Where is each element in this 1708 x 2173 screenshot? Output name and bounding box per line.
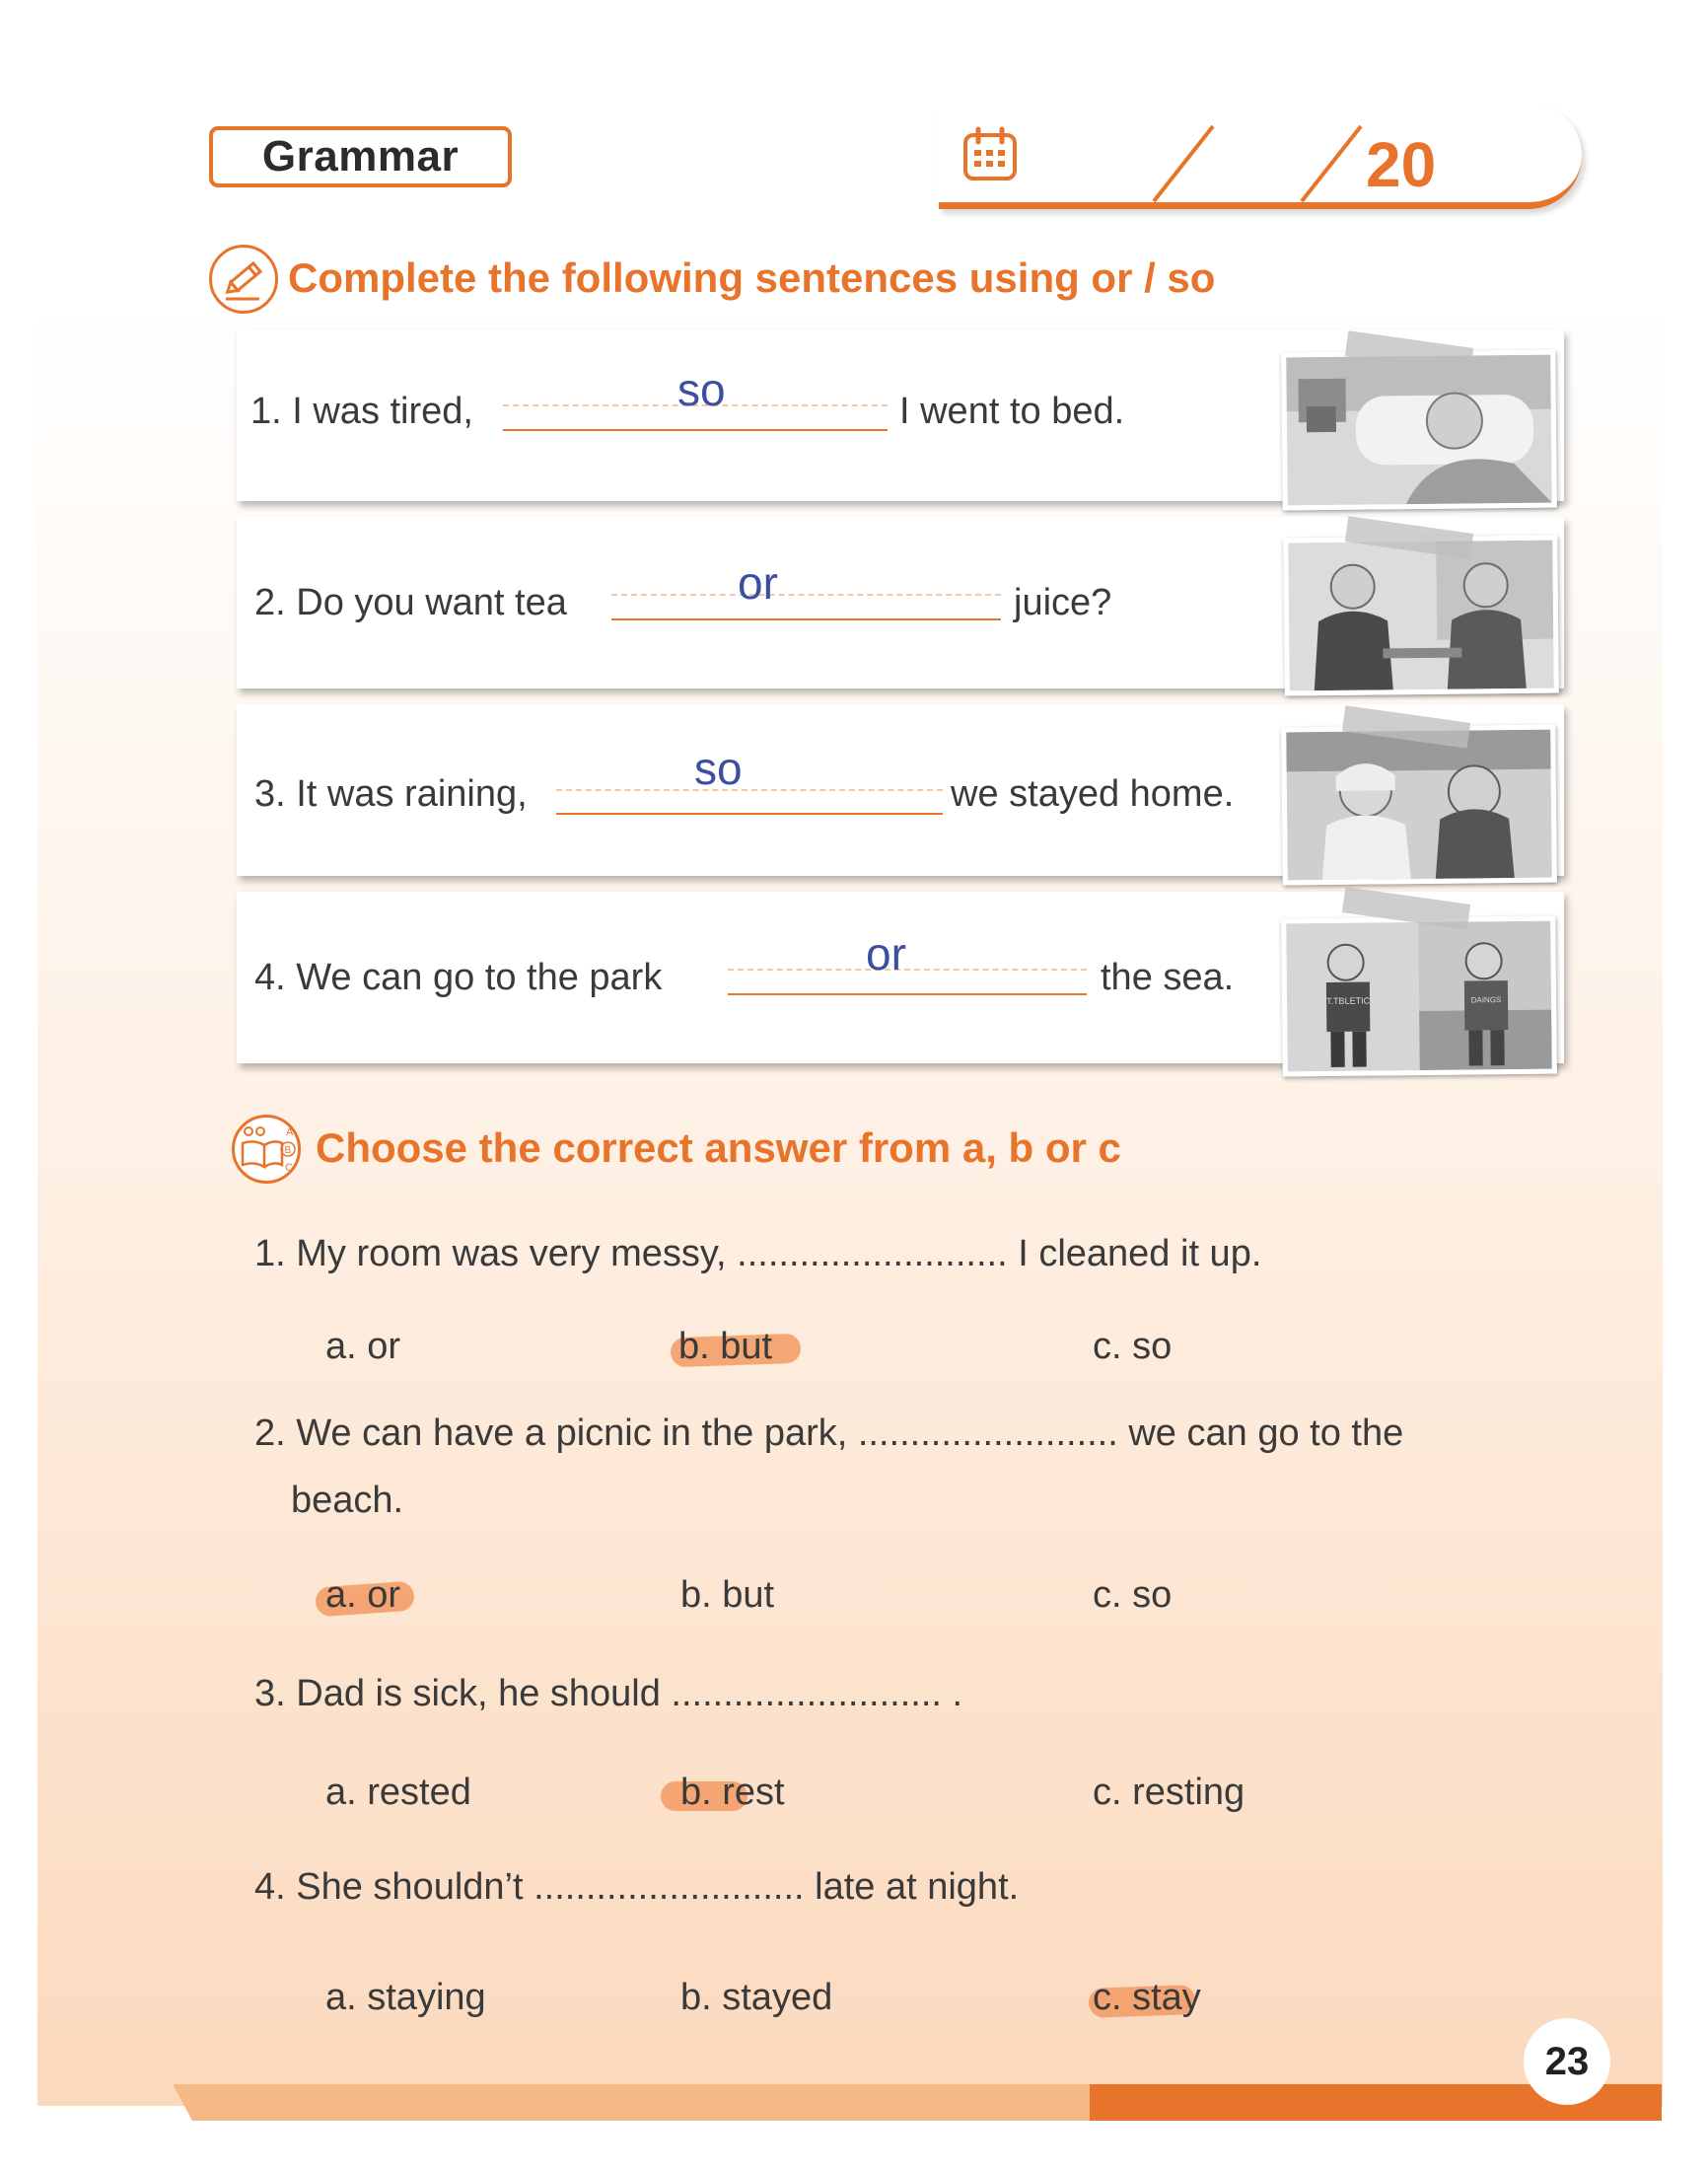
sentence-start: 4. We can go to the park [254,957,663,998]
footer-band-light [173,2084,1090,2121]
sentence-start: 1. I was tired, [250,391,473,432]
blank-guide [556,789,943,791]
shirt-text-boy: T.TBLETIC [1325,995,1371,1006]
date-box [939,103,1582,209]
question-4: 4. She shouldn’t .......................... late at night. [254,1866,1020,1908]
option-4b[interactable]: b. stayed [680,1977,833,2018]
sentence-card-2 [237,517,1564,688]
pencil-icon [209,245,278,314]
answer-blank[interactable] [556,813,943,815]
date-slash-1 [1144,122,1223,205]
handwritten-answer: so [677,364,726,415]
section-label [209,126,512,187]
question-2: 2. We can have a picnic in the park, ......................... we can go to the [254,1412,1404,1454]
exercise2-title: Choose the correct answer from a, b or c [316,1124,1121,1171]
sentence-end: juice? [1014,582,1112,623]
photo-sleeping-woman [1281,350,1557,511]
option-4c[interactable]: c. stay [1093,1977,1201,2018]
option-4a[interactable]: a. staying [325,1977,486,2018]
photo-children-park-sea [1281,916,1557,1077]
page-number: 23 [1524,2018,1610,2105]
sentence-end: I went to bed. [899,391,1125,432]
icon-letter-a: A [286,1126,294,1138]
sentence-end: the sea. [1101,957,1235,998]
answer-blank[interactable] [611,618,1001,620]
option-1b[interactable]: b. but [678,1326,773,1367]
option-1c[interactable]: c. so [1093,1326,1173,1367]
option-3c[interactable]: c. resting [1093,1772,1245,1813]
photo-family-home [1281,725,1557,886]
question-1: 1. My room was very messy, .......................... I cleaned it up. [254,1233,1262,1274]
sentence-start: 2. Do you want tea [254,582,567,623]
question-3: 3. Dad is sick, he should .......................... . [254,1673,963,1714]
option-2c[interactable]: c. so [1093,1574,1173,1616]
sentence-card-3 [237,704,1564,876]
option-3b[interactable]: b. rest [680,1772,785,1813]
blank-guide [728,969,1087,971]
option-3a[interactable]: a. rested [325,1772,471,1813]
handwritten-answer: so [694,743,743,794]
photo-couple-tea [1283,536,1559,696]
sentence-start: 3. It was raining, [254,773,528,815]
icon-letter-c: C [285,1162,293,1174]
sentence-card-4 [237,892,1564,1063]
icon-letter-b: B [284,1145,292,1156]
option-2b[interactable]: b. but [680,1574,775,1616]
question-2-continued: beach. [291,1480,404,1521]
sentence-card-1 [237,329,1564,501]
lesson-number: 20 [1366,129,1437,200]
book-abc-icon [232,1115,301,1184]
answer-blank[interactable] [728,993,1087,995]
option-1a[interactable]: a. or [325,1326,401,1367]
calendar-icon [962,126,1020,181]
sentence-end: we stayed home. [951,773,1235,815]
option-2a[interactable]: a. or [325,1574,401,1616]
blank-guide [611,594,1001,596]
exercise1-title: Complete the following sentences using or / so [288,254,1216,301]
handwritten-answer: or [866,928,906,979]
handwritten-answer: or [738,557,778,609]
answer-blank[interactable] [503,429,888,431]
date-slash-2 [1292,122,1371,205]
shirt-text-girl: DAINGS [1470,995,1502,1005]
section-label-text: Grammar [261,132,460,181]
